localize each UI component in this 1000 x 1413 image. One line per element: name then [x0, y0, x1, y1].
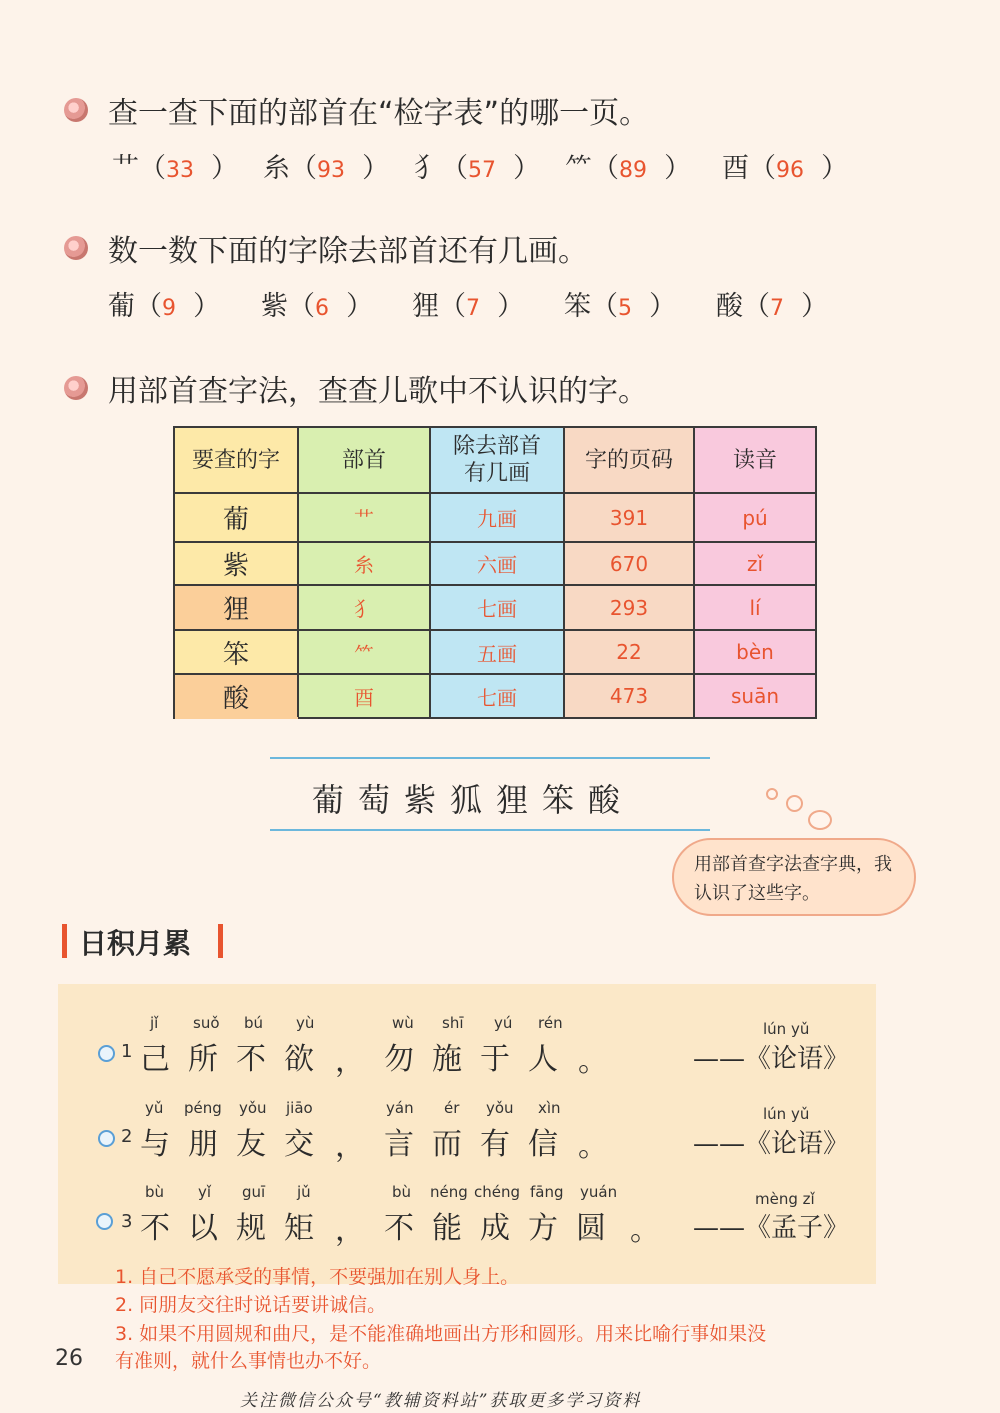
source-pinyin: lún yǔ	[763, 1020, 810, 1038]
pinyin: néng	[430, 1183, 468, 1201]
answer-value: 7	[770, 296, 784, 321]
stroke-item: 笨（5 ）	[564, 291, 677, 322]
stroke-char: 笨	[564, 291, 591, 322]
speech-bubble: 用部首查字法查字典，我认识了这些字。	[672, 838, 916, 916]
stroke-count-row	[0, 284, 1000, 324]
table-cell: 笨	[222, 639, 249, 670]
table-cell: 五画	[477, 641, 517, 666]
table-cell: 酸	[222, 683, 249, 714]
table-cell: pú	[742, 505, 768, 530]
table-cell: 艹	[354, 507, 374, 531]
section2-title: 数一数下面的字除去部首还有几画。	[108, 234, 588, 269]
daily-title: 日积月累	[79, 927, 192, 960]
stroke-item: 酸（7 ）	[716, 291, 829, 322]
pinyin: yuán	[580, 1183, 618, 1201]
proverb-number: 1	[121, 1041, 133, 1062]
pinyin: yǔ	[145, 1099, 164, 1117]
stroke-char: 酸	[716, 291, 743, 322]
source-pinyin: mèng zǐ	[755, 1190, 815, 1208]
radical-char: 犭	[414, 153, 441, 184]
pinyin: yǒu	[486, 1099, 514, 1117]
answer-value: 57	[468, 158, 496, 183]
section2-bullet-icon	[64, 236, 88, 260]
answer-value: 5	[618, 296, 632, 321]
pinyin: guī	[242, 1183, 266, 1201]
stroke-item: 紫（6 ）	[261, 291, 374, 322]
proverb-text: 不能成方圆	[384, 1211, 624, 1246]
pinyin: fāng	[530, 1183, 564, 1201]
pinyin: yú	[494, 1014, 513, 1032]
proverb-text: 勿施于人	[384, 1042, 576, 1077]
section1-bullet-icon	[64, 98, 88, 122]
answer-value: 89	[619, 158, 647, 183]
pinyin: jiāo	[286, 1099, 313, 1117]
table-cell: 22	[616, 640, 642, 664]
table-cell: 葡	[222, 505, 249, 535]
number-circle-icon	[98, 1045, 115, 1062]
title-bar-right	[218, 924, 223, 958]
radical-item: 犭（57 ）	[414, 153, 541, 184]
proverb-text: 己所不欲	[140, 1042, 332, 1077]
proverb-text: 与朋友交	[140, 1127, 332, 1162]
stroke-char: 紫	[261, 291, 288, 322]
stroke-item: 葡（9 ）	[108, 291, 221, 322]
pinyin: jǐ	[150, 1014, 159, 1032]
table-cell: 391	[609, 505, 649, 530]
proverb-text: 不以规矩	[140, 1211, 332, 1246]
pinyin: suǒ	[193, 1014, 220, 1032]
source-pinyin: lún yǔ	[763, 1105, 810, 1123]
table-cell: 酉	[354, 685, 374, 710]
explanation-note: 2. 同朋友交往时说话要讲诚信。	[115, 1294, 387, 1316]
radical-item: 酉（96 ）	[722, 153, 849, 184]
proverb-source: ——《孟子》	[693, 1213, 850, 1243]
answer-value: 96	[776, 158, 804, 183]
proverb-period: 。	[578, 1044, 608, 1079]
explanation-note: 1. 自己不愿承受的事情，不要强加在别人身上。	[115, 1266, 520, 1288]
table-cell: 七画	[477, 597, 517, 621]
stroke-char: 葡	[108, 291, 135, 322]
number-circle-icon	[96, 1213, 113, 1230]
table-cell: 犭	[354, 597, 374, 621]
proverb-number: 3	[121, 1211, 133, 1232]
table-cell: 473	[609, 684, 649, 708]
header-line: 除去部首	[452, 434, 541, 459]
pinyin: yǒu	[239, 1099, 267, 1117]
answer-value: 33	[166, 158, 194, 183]
footer-watermark: 关注微信公众号“教辅资料站”获取更多学习资料	[240, 1391, 642, 1411]
table-cell: ⺮	[354, 641, 374, 666]
section1-title: 查一查下面的部首在“检字表”的哪一页。	[108, 96, 650, 131]
radical-char: 糸	[263, 153, 290, 184]
table-header-cell: 字的页码	[584, 447, 673, 473]
pinyin: xìn	[538, 1099, 561, 1117]
pinyin: yù	[296, 1014, 315, 1032]
proverb-comma: ，	[335, 1044, 365, 1079]
radical-item: 艹（33 ）	[112, 153, 239, 184]
table-cell: 七画	[477, 685, 517, 710]
number-circle-icon	[98, 1130, 115, 1147]
explanation-note: 有准则，就什么事情也办不好。	[115, 1350, 382, 1372]
pinyin: ér	[444, 1099, 460, 1117]
radical-item: 糸（93 ）	[263, 153, 390, 184]
table-cell: suān	[730, 684, 780, 708]
radical-char: 酉	[722, 153, 749, 184]
pinyin: chéng	[474, 1183, 521, 1201]
table-cell: 293	[609, 595, 649, 620]
table-cell: 670	[609, 551, 649, 576]
pinyin: péng	[184, 1099, 222, 1117]
pinyin: shī	[442, 1014, 464, 1032]
table-cell: lí	[749, 595, 761, 620]
radical-char: ⺮	[565, 153, 592, 184]
table-cell: 九画	[477, 507, 517, 531]
pinyin: bú	[244, 1014, 264, 1032]
stroke-item: 狸（7 ）	[412, 291, 525, 322]
pinyin: yǐ	[198, 1183, 212, 1201]
explanation-note: 3. 如果不用圆规和曲尺，是不能准确地画出方形和圆形。用来比喻行事如果没	[115, 1323, 767, 1345]
proverb-period: 。	[578, 1129, 608, 1164]
radical-item: ⺮（89 ）	[565, 153, 692, 184]
radical-char: 艹	[112, 153, 139, 184]
bubble-dot	[808, 810, 832, 830]
table-cell: 六画	[477, 553, 517, 577]
table-cell: 紫	[222, 551, 249, 581]
bubble-dot	[786, 795, 803, 812]
table-header-cell: 部首	[341, 447, 386, 473]
title-bar-left	[62, 924, 67, 958]
table-cell: bèn	[736, 640, 774, 664]
pinyin: rén	[538, 1014, 563, 1032]
answer-value: 7	[466, 296, 480, 321]
section3-bullet-icon	[64, 376, 88, 400]
bubble-dot	[766, 788, 778, 800]
header-line: 有几画	[463, 461, 530, 486]
pinyin: jǔ	[297, 1183, 311, 1201]
pinyin: bù	[392, 1183, 412, 1201]
table-header-cell	[431, 428, 563, 492]
answer-value: 6	[315, 296, 329, 321]
answer-value: 9	[162, 296, 176, 321]
proverb-source: ——《论语》	[693, 1044, 850, 1074]
pinyin: wù	[392, 1014, 414, 1032]
proverb-source: ——《论语》	[693, 1129, 850, 1159]
band-top-line	[270, 757, 710, 759]
stroke-char: 狸	[412, 291, 439, 322]
proverb-period: 。	[630, 1213, 660, 1248]
proverb-text: 言而有信	[384, 1127, 576, 1162]
pinyin: bù	[145, 1183, 165, 1201]
band-bottom-line	[270, 829, 710, 831]
lookup-table	[173, 426, 817, 719]
proverb-comma: ，	[335, 1129, 365, 1164]
proverb-number: 2	[121, 1126, 133, 1147]
table-cell: zǐ	[746, 551, 764, 576]
table-cell: 糸	[354, 553, 374, 577]
pinyin: yán	[386, 1099, 414, 1117]
table-cell: 狸	[222, 595, 249, 625]
answer-value: 93	[317, 158, 345, 183]
proverb-comma: ，	[335, 1213, 365, 1248]
section3-title: 用部首查字法，查查儿歌中不认识的字。	[108, 374, 648, 409]
radical-page-row	[0, 146, 1000, 186]
page-number: 26	[55, 1346, 83, 1371]
table-header-cell: 读音	[732, 447, 777, 473]
learned-characters: 葡萄紫狐狸笨酸	[312, 781, 635, 819]
table-header-cell: 要查的字	[191, 447, 280, 473]
